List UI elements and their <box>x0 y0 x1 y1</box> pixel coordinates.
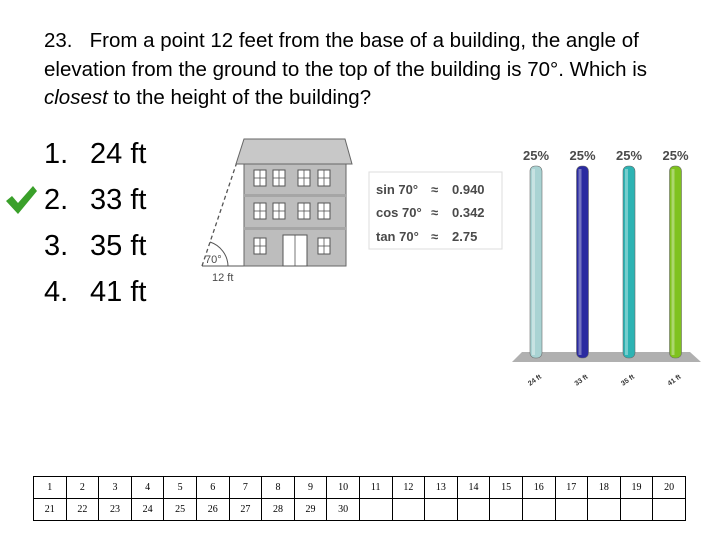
response-cell: 8 <box>262 477 295 499</box>
response-cell <box>620 499 653 521</box>
response-cell: 27 <box>229 499 262 521</box>
trig-value: 2.75 <box>452 229 478 244</box>
response-cell <box>457 499 490 521</box>
response-cell: 21 <box>34 499 67 521</box>
trig-value: 0.342 <box>452 205 485 220</box>
chart-value-label: 25% <box>662 148 689 163</box>
response-cell: 17 <box>555 477 588 499</box>
choice-number: 3. <box>44 230 69 262</box>
choice-number: 4. <box>44 276 69 308</box>
chart-bar <box>623 166 635 358</box>
trig-approx: ≈ <box>431 229 439 244</box>
chart-category-label: 41 ft <box>666 373 683 388</box>
angle-label: 70° <box>205 254 222 266</box>
choice-label: 35 ft <box>90 230 147 262</box>
response-grid <box>33 476 686 521</box>
response-cell: 26 <box>196 499 229 521</box>
chart-bar <box>530 166 542 358</box>
trig-value: 0.940 <box>452 182 485 197</box>
choice-number: 2. <box>44 184 69 216</box>
response-cell <box>490 499 523 521</box>
question-tail: to the height of the building? <box>107 86 372 109</box>
response-cell: 28 <box>262 499 295 521</box>
response-cell <box>555 499 588 521</box>
response-cell: 4 <box>131 477 164 499</box>
trig-func: cos 70° <box>376 205 422 220</box>
choice-number: 1. <box>44 138 69 170</box>
response-cell: 1 <box>34 477 67 499</box>
response-cell: 29 <box>294 499 327 521</box>
chart-bar-highlight <box>532 169 535 355</box>
chart-category-label: 33 ft <box>573 373 590 388</box>
response-cell: 18 <box>588 477 621 499</box>
response-cell: 15 <box>490 477 523 499</box>
response-cell: 23 <box>99 499 132 521</box>
response-cell: 3 <box>99 477 132 499</box>
response-cell: 9 <box>294 477 327 499</box>
chart-bar <box>670 166 682 358</box>
response-cell <box>588 499 621 521</box>
response-cell: 2 <box>66 477 99 499</box>
trig-approx: ≈ <box>431 205 439 220</box>
response-cell: 13 <box>425 477 458 499</box>
trig-func: sin 70° <box>376 182 419 197</box>
response-cell: 10 <box>327 477 360 499</box>
chart-category-label: 35 ft <box>620 373 636 388</box>
chart-bar <box>577 166 589 358</box>
chart-bar-highlight <box>672 169 675 355</box>
response-cell: 11 <box>359 477 392 499</box>
choice-label: 33 ft <box>90 184 147 216</box>
response-cell: 30 <box>327 499 360 521</box>
response-row <box>34 499 686 521</box>
response-cell <box>522 499 555 521</box>
response-cell: 16 <box>522 477 555 499</box>
choice-label: 41 ft <box>90 276 147 308</box>
response-cell <box>359 499 392 521</box>
response-row <box>34 477 686 499</box>
question-body: From a point 12 feet from the base of a building, the angle of elevation from the ground to the top of the building is 70°. Which is <box>44 29 648 81</box>
chart-bar-highlight <box>625 169 628 355</box>
chart-category-label: 24 ft <box>527 373 543 388</box>
response-cell: 5 <box>164 477 197 499</box>
chart-value-label: 25% <box>522 148 550 163</box>
trig-func: tan 70° <box>376 229 419 244</box>
chart-value-label: 25% <box>615 148 643 163</box>
response-cell: 24 <box>131 499 164 521</box>
response-cell <box>653 499 686 521</box>
response-cell: 7 <box>229 477 262 499</box>
response-cell: 22 <box>66 499 99 521</box>
choice-label: 24 ft <box>90 138 147 170</box>
question-emphasis: closest <box>44 86 108 109</box>
response-cell: 25 <box>164 499 197 521</box>
distance-label: 12 ft <box>212 272 234 284</box>
response-cell: 20 <box>653 477 686 499</box>
question-number: 23. <box>44 29 73 52</box>
response-cell: 19 <box>620 477 653 499</box>
chart-value-label: 25% <box>569 148 596 163</box>
response-cell: 6 <box>196 477 229 499</box>
response-cell: 14 <box>457 477 490 499</box>
trig-approx: ≈ <box>431 182 439 197</box>
response-cell <box>392 499 425 521</box>
response-cell <box>425 499 458 521</box>
chart-bar-highlight <box>579 169 582 355</box>
response-cell: 12 <box>392 477 425 499</box>
